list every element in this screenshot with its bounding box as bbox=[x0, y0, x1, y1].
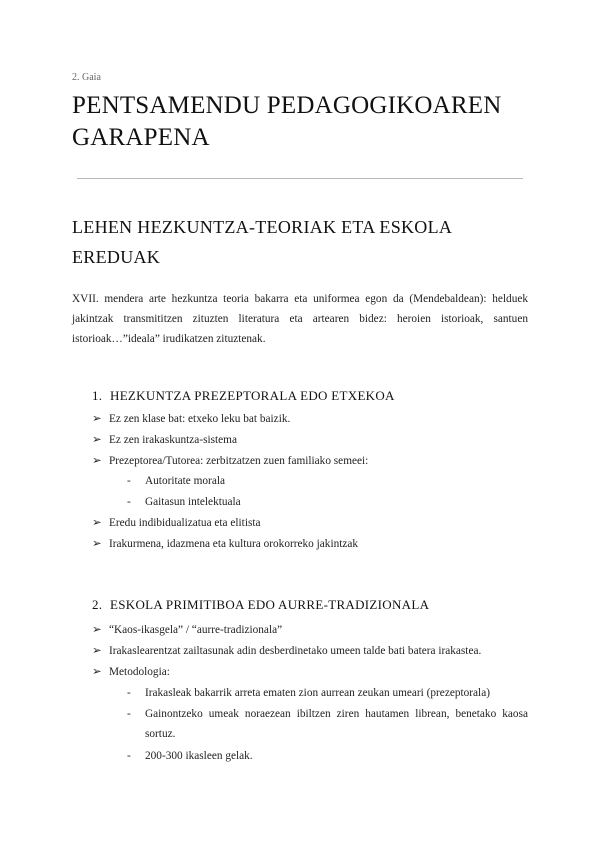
list-item: ➢ Ez zen klase bat: etxeko leku bat baizik. bbox=[92, 409, 532, 429]
title-divider bbox=[77, 178, 523, 179]
arrow-bullet-icon: ➢ bbox=[92, 538, 102, 550]
sub-list-item: - Gaitasun intelektuala bbox=[127, 492, 528, 512]
sub-list-item: - 200-300 ikasleen gelak. bbox=[127, 746, 528, 766]
dash-bullet-icon: - bbox=[127, 496, 131, 508]
arrow-bullet-icon: ➢ bbox=[92, 517, 102, 529]
dash-bullet-icon: - bbox=[127, 687, 131, 699]
list-item: ➢ Irakaslearentzat zailtasunak adin desberdinetako umeen talde bati batera irakastea. bbox=[92, 641, 532, 661]
sub-list-item: - Irakasleak bakarrik arreta ematen zion aurrean zeukan umeari (prezeptorala) bbox=[127, 683, 528, 703]
list-item: ➢ Ez zen irakaskuntza-sistema bbox=[92, 430, 532, 450]
list-item: ➢ Prezeptorea/Tutorea: zerbitzatzen zuen familiako semeei: bbox=[92, 451, 532, 471]
dash-bullet-icon: - bbox=[127, 475, 131, 487]
list-item: ➢ Irakurmena, idazmena eta kultura orokorreko jakintzak bbox=[92, 534, 532, 554]
sub-list-item: - Autoritate morala bbox=[127, 471, 528, 491]
subsection-heading-2 bbox=[92, 597, 429, 613]
arrow-bullet-icon: ➢ bbox=[92, 666, 102, 678]
arrow-bullet-icon: ➢ bbox=[92, 434, 102, 446]
arrow-bullet-icon: ➢ bbox=[92, 413, 102, 425]
subsection-number: 2. bbox=[92, 597, 103, 612]
dash-bullet-icon: - bbox=[127, 708, 131, 720]
arrow-bullet-icon: ➢ bbox=[92, 455, 102, 467]
intro-paragraph: XVII. mendera arte hezkuntza teoria bakarra eta uniformea egon da (Mendebaldean): helduek jakintzak transmititzen zituzten literatura eta artearen bidez: heroien istorioak, santuen istorioak…”ideala” irudikatzen zituztenak. bbox=[72, 293, 528, 345]
section-heading: LEHEN HEZKUNTZA-TEORIAK ETA ESKOLA EREDUAK bbox=[72, 217, 452, 267]
arrow-bullet-icon: ➢ bbox=[92, 624, 102, 636]
list-item: ➢ Eredu indibidualizatua eta elitista bbox=[92, 513, 532, 533]
chapter-label: 2. Gaia bbox=[72, 72, 101, 83]
subsection-number: 1. bbox=[92, 388, 103, 403]
list-item: ➢ Metodologia: bbox=[92, 662, 532, 682]
page-title: PENTSAMENDU PEDAGOGIKOAREN GARAPENA bbox=[72, 92, 502, 151]
list-item: ➢ “Kaos-ikasgela” / “aurre-tradizionala” bbox=[92, 620, 532, 640]
subsection-title: HEZKUNTZA PREZEPTORALA EDO ETXEKOA bbox=[110, 388, 395, 403]
subsection-heading-1 bbox=[92, 388, 395, 404]
dash-bullet-icon: - bbox=[127, 750, 131, 762]
subsection-title: ESKOLA PRIMITIBOA EDO AURRE-TRADIZIONALA bbox=[110, 597, 430, 612]
sub-list-item: - Gainontzeko umeak noraezean ibiltzen ziren hautamen librean, benetako kaosa sortuz. bbox=[127, 704, 528, 744]
arrow-bullet-icon: ➢ bbox=[92, 645, 102, 657]
